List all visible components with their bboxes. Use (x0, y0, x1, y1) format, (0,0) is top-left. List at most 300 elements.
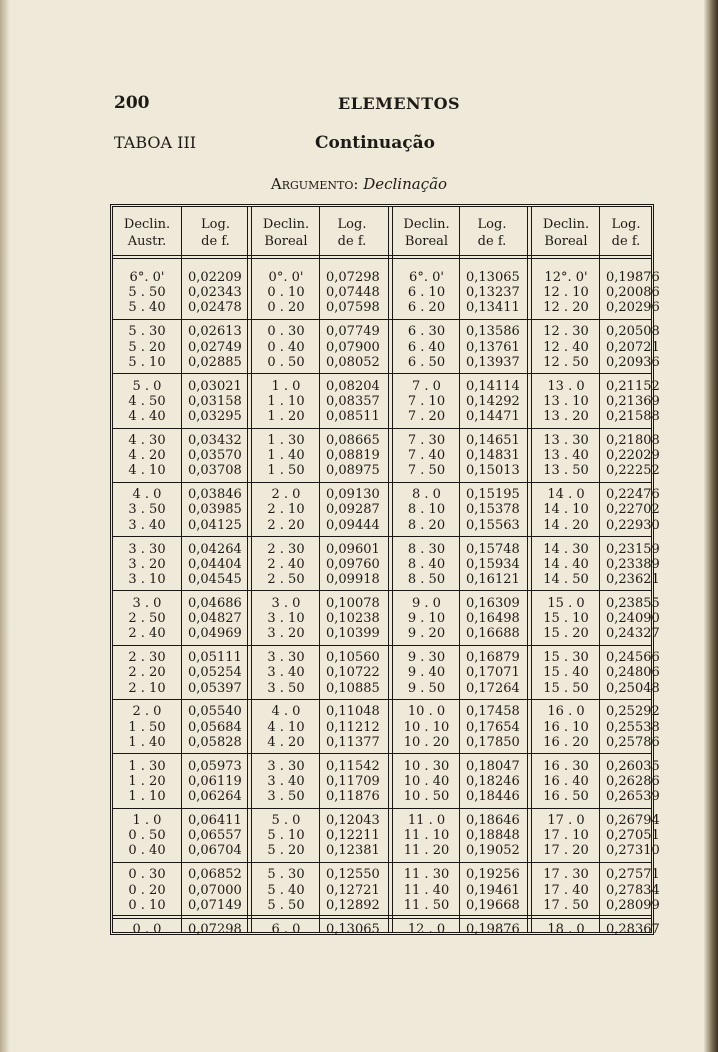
log-value-cell: 0,05397 (188, 680, 242, 696)
log-value-cell: 0,02478 (188, 300, 242, 316)
log-value-cell: 0,10399 (326, 626, 380, 642)
header-declin-line1: Declin. (123, 217, 171, 232)
declination-cell: 6 . 0 (271, 921, 301, 937)
declination-cell: 1 . 10 (128, 789, 166, 805)
declination-cell: 11 . 0 (407, 813, 446, 828)
log-value-cell: 0,15195 (466, 487, 520, 503)
declination-cell: 2 . 20 (128, 665, 166, 681)
log-value-cell: 0,05828 (188, 734, 242, 750)
declination-cell: 7 . 40 (407, 448, 446, 464)
log-value-cell: 0,23855 (606, 595, 660, 611)
declination-cell: 3 . 10 (128, 571, 166, 587)
declination-cell: 4 . 10 (267, 719, 305, 735)
declination-cell: 14 . 50 (543, 571, 589, 587)
declination-cell: 4 . 10 (128, 463, 166, 479)
argument-value: Declinação (363, 175, 448, 193)
log-value-cell: 0,20936 (606, 354, 660, 370)
declination-cell: 1 . 50 (267, 463, 305, 479)
log-value-cell: 0,25786 (606, 734, 660, 750)
declination-cell: 2 . 40 (128, 626, 166, 642)
declination-cell: 17 . 0 (547, 813, 585, 828)
log-value-cell: 0,08665 (326, 432, 380, 448)
declination-cell: 5 . 40 (128, 300, 166, 316)
argument-line (0, 175, 718, 193)
log-value-cell: 0,08052 (326, 354, 380, 370)
declination-cell: 12 . 50 (543, 354, 589, 370)
declination-cell: 1 . 20 (128, 773, 166, 789)
log-value-cell: 0,16309 (466, 595, 520, 611)
declination-cell: 6 . 30 (407, 324, 446, 340)
log-value-cell: 0,22930 (606, 517, 660, 533)
declination-cell: 0 . 0 (132, 921, 162, 937)
declination-cell: 15 . 0 (547, 595, 585, 611)
block-rule (113, 482, 651, 483)
log-value-cell: 0,09444 (326, 517, 380, 533)
declination-cell: 0 . 50 (267, 354, 305, 370)
declination-cell: 4 . 50 (128, 393, 166, 409)
declination-cell: 16 . 0 (547, 704, 585, 720)
log-value-cell: 0,09601 (326, 541, 380, 557)
declination-cell: 5 . 20 (267, 843, 305, 859)
log-value-cell: 0,04969 (188, 626, 242, 642)
declination-cell: 14 . 40 (543, 556, 589, 572)
log-value-cell: 0,13586 (466, 324, 520, 340)
log-value-cell: 0,19876 (466, 921, 520, 937)
log-value-cell: 0,07149 (188, 897, 242, 913)
log-value-cell: 0,02343 (188, 285, 242, 301)
declination-cell: 15 . 30 (543, 650, 589, 666)
declination-cell: 2 . 10 (128, 680, 166, 696)
declination-cell: 8 . 30 (407, 541, 446, 557)
header-log-line2: de f. (477, 234, 507, 249)
header-log-line1: Log. (477, 217, 507, 232)
declination-cell: 5 . 50 (267, 897, 305, 913)
log-value-cell: 0,19461 (466, 882, 520, 898)
declination-cell: 7 . 20 (407, 409, 446, 424)
log-value-cell: 0,22252 (606, 463, 660, 479)
declination-cell: 16 . 20 (543, 734, 589, 750)
log-value-cell: 0,10722 (326, 665, 380, 681)
declination-cell: 12 . 40 (543, 339, 589, 355)
declination-cell: 12 . 0 (407, 921, 446, 937)
header-declin-line2: Austr. (127, 234, 167, 249)
log-value-cell: 0,18848 (466, 828, 520, 844)
header-log-line1: Log. (337, 217, 367, 232)
log-value-cell: 0,26794 (606, 813, 660, 828)
log-value-cell: 0,09287 (326, 502, 380, 518)
declination-cell: 2 . 30 (128, 650, 166, 666)
declination-cell: 5 . 30 (128, 324, 166, 340)
header-declin (253, 216, 319, 250)
declination-cell: 8 . 0 (412, 487, 441, 503)
block-rule (113, 862, 651, 863)
declination-cell: 9 . 30 (407, 650, 446, 666)
declination-cell: 3 . 40 (267, 773, 305, 789)
declination-cell: 2 . 40 (267, 556, 305, 572)
log-value-cell: 0,23389 (606, 556, 660, 572)
log-value-cell: 0,17458 (466, 704, 520, 720)
log-value-cell: 0,07298 (188, 921, 242, 937)
declination-cell: 3 . 40 (267, 665, 305, 681)
log-value-cell: 0,13761 (466, 339, 520, 355)
declination-cell: 8 . 10 (407, 502, 446, 518)
declination-cell: 0 . 10 (267, 285, 305, 301)
declination-cell: 9 . 0 (412, 595, 441, 611)
header-log (182, 216, 249, 250)
log-value-cell: 0,15934 (466, 556, 520, 572)
log-value-cell: 0,09918 (326, 571, 380, 587)
log-value-cell: 0,10885 (326, 680, 380, 696)
declination-cell: 11 . 20 (403, 843, 450, 859)
declination-cell: 17 . 20 (543, 843, 589, 859)
declination-cell: 16 . 40 (543, 773, 589, 789)
block-rule (113, 808, 651, 809)
log-value-cell: 0,03846 (188, 487, 242, 503)
log-value-cell: 0,20086 (606, 285, 660, 301)
log-value-cell: 0,14651 (466, 432, 520, 448)
declination-cell: 2 . 50 (267, 571, 305, 587)
log-value-cell: 0,06411 (188, 813, 242, 828)
log-value-cell: 0,05973 (188, 758, 242, 774)
log-value-cell: 0,04125 (188, 517, 242, 533)
declination-cell: 1 . 40 (267, 448, 305, 464)
log-value-cell: 0,25538 (606, 719, 660, 735)
declination-cell: 6 . 20 (407, 300, 446, 316)
final-rule (113, 915, 651, 919)
log-value-cell: 0,25048 (606, 680, 660, 696)
group-separator (388, 207, 393, 932)
log-value-cell: 0,02749 (188, 339, 242, 355)
header-rule (113, 255, 651, 259)
declination-cell: 5 . 40 (267, 882, 305, 898)
log-value-cell: 0,22702 (606, 502, 660, 518)
header-declin-line2: Boreal (264, 234, 308, 249)
log-value-cell: 0,12211 (326, 828, 380, 844)
declination-cell: 17 . 30 (543, 867, 589, 883)
declination-cell: 0 . 40 (128, 843, 166, 859)
log-value-cell: 0,20508 (606, 324, 660, 340)
log-value-cell: 0,15013 (466, 463, 520, 479)
block-rule (113, 753, 651, 754)
header-declin-line1: Declin. (403, 217, 450, 232)
log-value-cell: 0,06264 (188, 789, 242, 805)
table-label: TABOA III (114, 133, 197, 152)
log-value-cell: 0,05540 (188, 704, 242, 720)
declination-cell: 13 . 10 (543, 393, 589, 409)
declination-cell: 7 . 30 (407, 432, 446, 448)
log-value-cell: 0,14292 (466, 393, 520, 409)
declination-cell: 9 . 10 (407, 611, 446, 626)
log-value-cell: 0,21369 (606, 393, 660, 409)
argument-label: Argumento (270, 175, 354, 193)
declination-cell: 15 . 40 (543, 665, 589, 681)
log-value-cell: 0,02613 (188, 324, 242, 340)
declination-cell: 14 . 30 (543, 541, 589, 557)
declination-cell: 2 . 0 (271, 487, 301, 503)
log-value-cell: 0,24566 (606, 650, 660, 666)
log-value-cell: 0,12381 (326, 843, 380, 859)
declination-cell: 3 . 50 (128, 502, 166, 518)
declination-cell: 0 . 10 (128, 897, 166, 913)
declination-cell: 4 . 40 (128, 409, 166, 424)
declination-table (110, 204, 660, 937)
log-value-cell: 0,07000 (188, 882, 242, 898)
declination-cell: 0 . 20 (128, 882, 166, 898)
declination-cell: 13 . 50 (543, 463, 589, 479)
log-value-cell: 0,11212 (326, 719, 380, 735)
declination-cell: 14 . 20 (543, 517, 589, 533)
log-value-cell: 0,17264 (466, 680, 520, 696)
declination-cell: 2 . 20 (267, 517, 305, 533)
header-log-line1: Log. (201, 217, 230, 232)
log-value-cell: 0,14114 (466, 378, 520, 394)
declination-cell: 3 . 10 (267, 611, 305, 626)
log-value-cell: 0,13237 (466, 285, 520, 301)
declination-cell: 3 . 30 (267, 650, 305, 666)
declination-cell: 3 . 50 (267, 680, 305, 696)
log-value-cell: 0,21152 (606, 378, 660, 394)
argument-separator: : (353, 175, 364, 193)
declination-cell: 16 . 10 (543, 719, 589, 735)
declination-cell: 3 . 30 (128, 541, 166, 557)
declination-cell: 11 . 50 (403, 897, 450, 913)
log-value-cell: 0,20721 (606, 339, 660, 355)
header-declin (394, 216, 459, 250)
log-value-cell: 0,08204 (326, 378, 380, 394)
log-value-cell: 0,11377 (326, 734, 380, 750)
declination-cell: 3 . 20 (128, 556, 166, 572)
log-value-cell: 0,10560 (326, 650, 380, 666)
log-value-cell: 0,06704 (188, 843, 242, 859)
header-declin-line1: Declin. (542, 217, 590, 232)
log-value-cell: 0,16498 (466, 611, 520, 626)
log-value-cell: 0,05111 (188, 650, 242, 666)
log-value-cell: 0,19052 (466, 843, 520, 859)
running-head: ELEMENTOS (338, 94, 461, 113)
log-value-cell: 0,15378 (466, 502, 520, 518)
declination-cell: 16 . 30 (543, 758, 589, 774)
log-value-cell: 0,13411 (466, 300, 520, 316)
log-value-cell: 0,09760 (326, 556, 380, 572)
header-declin-line1: Declin. (262, 217, 310, 232)
log-value-cell: 0,11542 (326, 758, 380, 774)
log-value-cell: 0,07900 (326, 339, 380, 355)
declination-cell: 6 . 50 (407, 354, 446, 370)
log-value-cell: 0,07749 (326, 324, 380, 340)
declination-cell: 17 . 40 (543, 882, 589, 898)
log-value-cell: 0,18246 (466, 773, 520, 789)
declination-cell: 4 . 30 (128, 432, 166, 448)
log-value-cell: 0,25292 (606, 704, 660, 720)
log-value-cell: 0,14471 (466, 409, 520, 424)
declination-cell: 2 . 50 (128, 611, 166, 626)
log-value-cell: 0,08819 (326, 448, 380, 464)
declination-cell: 0 . 30 (128, 867, 166, 883)
declination-cell: 5 . 50 (128, 285, 166, 301)
log-value-cell: 0,27571 (606, 867, 660, 883)
declination-cell: 12 . 10 (543, 285, 589, 301)
log-value-cell: 0,26035 (606, 758, 660, 774)
block-rule (113, 590, 651, 591)
declination-cell: 9 . 20 (407, 626, 446, 642)
block-rule (113, 373, 651, 374)
log-value-cell: 0,12721 (326, 882, 380, 898)
declination-cell: 5 . 0 (132, 378, 162, 394)
declination-cell: 1 . 50 (128, 719, 166, 735)
log-value-cell: 0,19876 (606, 270, 660, 285)
log-value-cell: 0,09130 (326, 487, 380, 503)
declination-cell: 6°. 0' (409, 270, 444, 285)
log-value-cell: 0,04545 (188, 571, 242, 587)
declination-cell: 0 . 30 (267, 324, 305, 340)
declination-cell: 11 . 40 (403, 882, 450, 898)
page-edge (704, 0, 718, 1052)
page-gutter-shadow (0, 0, 10, 1052)
log-value-cell: 0,22476 (606, 487, 660, 503)
log-value-cell: 0,18047 (466, 758, 520, 774)
log-value-cell: 0,04404 (188, 556, 242, 572)
declination-cell: 6 . 40 (407, 339, 446, 355)
declination-cell: 10 . 10 (403, 719, 450, 735)
log-value-cell: 0,12550 (326, 867, 380, 883)
declination-cell: 11 . 10 (403, 828, 450, 844)
declination-cell: 4 . 20 (128, 448, 166, 464)
declination-cell: 2 . 30 (267, 541, 305, 557)
block-rule (113, 319, 651, 320)
log-value-cell: 0,11048 (326, 704, 380, 720)
block-rule (113, 428, 651, 429)
declination-cell: 12 . 20 (543, 300, 589, 316)
log-value-cell: 0,28099 (606, 897, 660, 913)
declination-cell: 13 . 30 (543, 432, 589, 448)
declination-cell: 9 . 40 (407, 665, 446, 681)
declination-cell: 5 . 10 (267, 828, 305, 844)
header-log-line2: de f. (201, 234, 230, 249)
declination-cell: 2 . 10 (267, 502, 305, 518)
log-value-cell: 0,06119 (188, 773, 242, 789)
declination-cell: 13 . 20 (543, 409, 589, 424)
log-value-cell: 0,19256 (466, 867, 520, 883)
declination-cell: 6°. 0' (129, 270, 165, 285)
declination-cell: 13 . 40 (543, 448, 589, 464)
log-value-cell: 0,17654 (466, 719, 520, 735)
declination-cell: 8 . 20 (407, 517, 446, 533)
log-value-cell: 0,27834 (606, 882, 660, 898)
declination-cell: 1 . 40 (128, 734, 166, 750)
log-value-cell: 0,15748 (466, 541, 520, 557)
log-value-cell: 0,12892 (326, 897, 380, 913)
declination-cell: 9 . 50 (407, 680, 446, 696)
header-log (460, 216, 524, 250)
declination-cell: 1 . 0 (271, 378, 301, 394)
log-value-cell: 0,23621 (606, 571, 660, 587)
log-value-cell: 0,02209 (188, 270, 242, 285)
declination-cell: 1 . 30 (267, 432, 305, 448)
log-value-cell: 0,19668 (466, 897, 520, 913)
log-value-cell: 0,17850 (466, 734, 520, 750)
log-value-cell: 0,18646 (466, 813, 520, 828)
declination-cell: 11 . 30 (403, 867, 450, 883)
declination-cell: 5 . 20 (128, 339, 166, 355)
declination-cell: 4 . 20 (267, 734, 305, 750)
declination-cell: 10 . 20 (403, 734, 450, 750)
log-value-cell: 0,11709 (326, 773, 380, 789)
header-declin-line2: Boreal (404, 234, 449, 249)
log-value-cell: 0,02885 (188, 354, 242, 370)
header-log-line1: Log. (611, 217, 641, 232)
declination-cell: 13 . 0 (547, 378, 585, 394)
header-declin-line2: Boreal (544, 234, 588, 249)
header-log (320, 216, 384, 250)
declination-cell: 1 . 0 (132, 813, 162, 828)
declination-cell: 14 . 0 (547, 487, 585, 503)
group-separator (527, 207, 532, 932)
log-value-cell: 0,10238 (326, 611, 380, 626)
log-value-cell: 0,06557 (188, 828, 242, 844)
declination-cell: 12 . 30 (543, 324, 589, 340)
declination-cell: 1 . 20 (267, 409, 305, 424)
log-value-cell: 0,07448 (326, 285, 380, 301)
declination-cell: 3 . 0 (271, 595, 301, 611)
log-value-cell: 0,24090 (606, 611, 660, 626)
declination-cell: 10 . 50 (403, 789, 450, 805)
log-value-cell: 0,07298 (326, 270, 380, 285)
header-log-line2: de f. (337, 234, 367, 249)
log-value-cell: 0,03158 (188, 393, 242, 409)
log-value-cell: 0,05254 (188, 665, 242, 681)
log-value-cell: 0,12043 (326, 813, 380, 828)
declination-cell: 7 . 0 (412, 378, 441, 394)
log-value-cell: 0,03295 (188, 409, 242, 424)
log-value-cell: 0,28367 (606, 921, 660, 937)
declination-cell: 0 . 40 (267, 339, 305, 355)
log-value-cell: 0,26539 (606, 789, 660, 805)
log-value-cell: 0,08975 (326, 463, 380, 479)
declination-cell: 3 . 0 (132, 595, 162, 611)
declination-cell: 17 . 50 (543, 897, 589, 913)
log-value-cell: 0,13937 (466, 354, 520, 370)
declination-cell: 1 . 10 (267, 393, 305, 409)
declination-cell: 8 . 40 (407, 556, 446, 572)
log-value-cell: 0,03432 (188, 432, 242, 448)
declination-cell: 6 . 10 (407, 285, 446, 301)
declination-cell: 15 . 10 (543, 611, 589, 626)
declination-cell: 18 . 0 (547, 921, 585, 937)
declination-cell: 0 . 20 (267, 300, 305, 316)
declination-cell: 14 . 10 (543, 502, 589, 518)
log-value-cell: 0,27310 (606, 843, 660, 859)
log-value-cell: 0,20296 (606, 300, 660, 316)
log-value-cell: 0,03708 (188, 463, 242, 479)
log-value-cell: 0,16879 (466, 650, 520, 666)
declination-cell: 5 . 30 (267, 867, 305, 883)
declination-cell: 3 . 40 (128, 517, 166, 533)
log-value-cell: 0,21808 (606, 432, 660, 448)
log-value-cell: 0,04827 (188, 611, 242, 626)
log-value-cell: 0,03985 (188, 502, 242, 518)
block-rule (113, 645, 651, 646)
log-value-cell: 0,08511 (326, 409, 380, 424)
log-value-cell: 0,04686 (188, 595, 242, 611)
declination-cell: 10 . 40 (403, 773, 450, 789)
declination-cell: 4 . 0 (271, 704, 301, 720)
log-value-cell: 0,06852 (188, 867, 242, 883)
log-value-cell: 0,13065 (466, 270, 520, 285)
log-value-cell: 0,08357 (326, 393, 380, 409)
log-value-cell: 0,24327 (606, 626, 660, 642)
log-value-cell: 0,22029 (606, 448, 660, 464)
block-rule (113, 536, 651, 537)
